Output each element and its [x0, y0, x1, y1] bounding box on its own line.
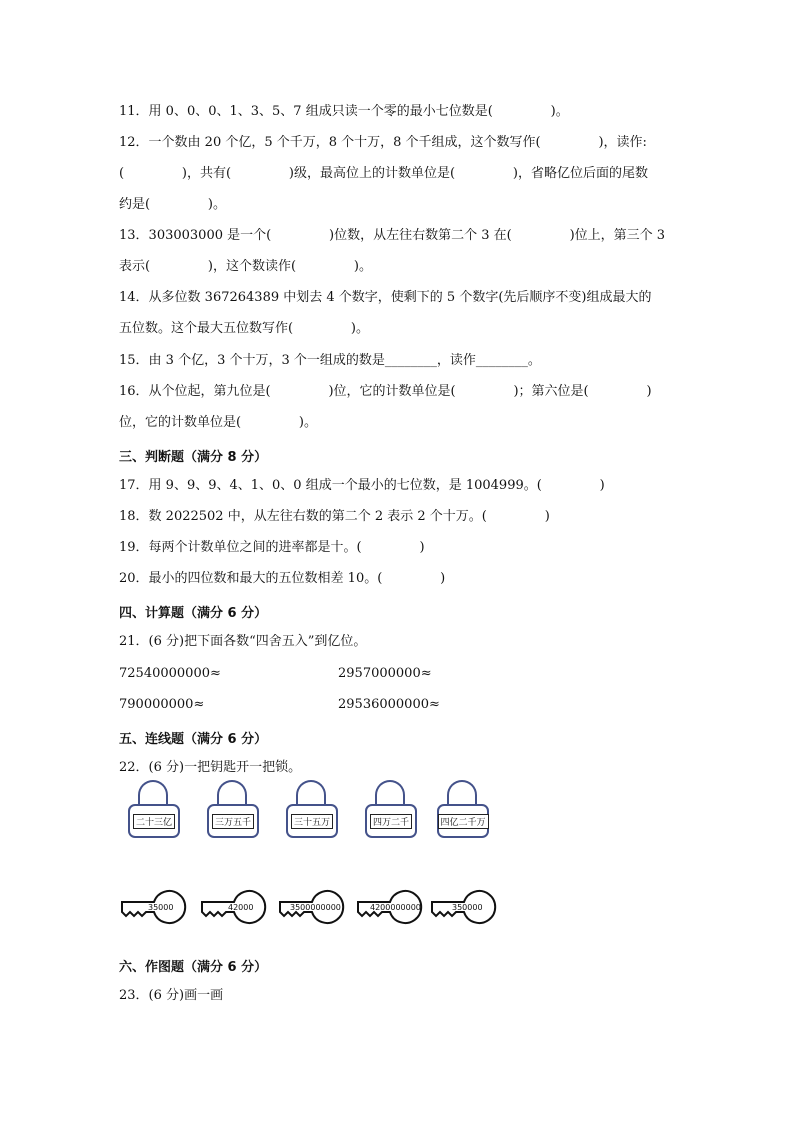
- question-14-line-2: 五位数。这个最大五位数写作( )。: [119, 321, 369, 336]
- question-13-line-2: 表示( )，这个数读作( )。: [119, 259, 372, 274]
- key-label: 35000: [148, 903, 174, 912]
- calc-item-2: 2957000000≈: [338, 666, 432, 681]
- section-6-title: 六、作图题（满分 6 分）: [119, 960, 268, 975]
- question-17: 17．用 9、9、9、4、1、0、0 组成一个最小的七位数，是 1004999。( ): [119, 478, 605, 493]
- key-label: 4200000000: [370, 903, 421, 912]
- calc-item-4: 29536000000≈: [338, 697, 440, 712]
- question-18: 18．数 2022502 中，从左往右数的第二个 2 表示 2 个十万。( ): [119, 509, 550, 524]
- lock-label: 四亿二千万: [438, 814, 489, 829]
- key-4[interactable]: [356, 888, 428, 928]
- lock-1[interactable]: [128, 780, 182, 842]
- question-14-line-1: 14．从多位数 367264389 中划去 4 个数字，使剩下的 5 个数字(先后顺序不变)组成最大的: [119, 290, 652, 305]
- question-20: 20．最小的四位数和最大的五位数相差 10。( ): [119, 571, 446, 586]
- question-22: 22．(6 分)一把钥匙开一把锁。: [119, 760, 302, 775]
- key-label: 350000: [452, 903, 483, 912]
- question-16-line-2: 位，它的计数单位是( )。: [119, 415, 317, 430]
- question-23: 23．(6 分)画一画: [119, 988, 224, 1003]
- key-2[interactable]: [200, 888, 272, 928]
- lock-label: 三十五万: [291, 814, 333, 829]
- question-12-line-2: ( )，共有( )级，最高位上的计数单位是( )，省略亿位后面的尾数: [119, 166, 648, 181]
- key-5[interactable]: [430, 888, 502, 928]
- question-11: 11．用 0、0、0、1、3、5、7 组成只读一个零的最小七位数是( )。: [119, 104, 569, 119]
- question-21: 21．(6 分)把下面各数“四舍五入”到亿位。: [119, 634, 367, 649]
- question-16-line-1: 16．从个位起，第九位是( )位，它的计数单位是( )；第六位是( ): [119, 384, 652, 399]
- section-5-title: 五、连线题（满分 6 分）: [119, 732, 268, 747]
- question-13-line-1: 13．303003000 是一个( )位数，从左往右数第二个 3 在( )位上，第三个 3: [119, 228, 666, 243]
- key-row: [120, 888, 510, 932]
- key-1[interactable]: [120, 888, 192, 928]
- lock-label: 二十三亿: [133, 814, 175, 829]
- section-4-title: 四、计算题（满分 6 分）: [119, 606, 268, 621]
- question-15: 15．由 3 个亿，3 个十万，3 个一组成的数是________，读作________。: [119, 353, 541, 368]
- question-12-line-3: 约是( )。: [119, 197, 226, 212]
- section-3-title: 三、判断题（满分 8 分）: [119, 450, 268, 465]
- lock-4[interactable]: [365, 780, 419, 842]
- lock-3[interactable]: [286, 780, 340, 842]
- calc-item-1: 72540000000≈: [119, 666, 221, 681]
- lock-label: 四万二千: [370, 814, 412, 829]
- key-label: 3500000000: [290, 903, 341, 912]
- lock-label: 三万五千: [212, 814, 254, 829]
- lock-row: [128, 780, 508, 844]
- question-19: 19．每两个计数单位之间的进率都是十。( ): [119, 540, 425, 555]
- key-label: 42000: [228, 903, 254, 912]
- question-12-line-1: 12．一个数由 20 个亿，5 个千万，8 个十万，8 个千组成，这个数写作( )，读作:: [119, 135, 647, 150]
- key-3[interactable]: [278, 888, 350, 928]
- calc-item-3: 790000000≈: [119, 697, 205, 712]
- lock-2[interactable]: [207, 780, 261, 842]
- lock-5[interactable]: [437, 780, 491, 842]
